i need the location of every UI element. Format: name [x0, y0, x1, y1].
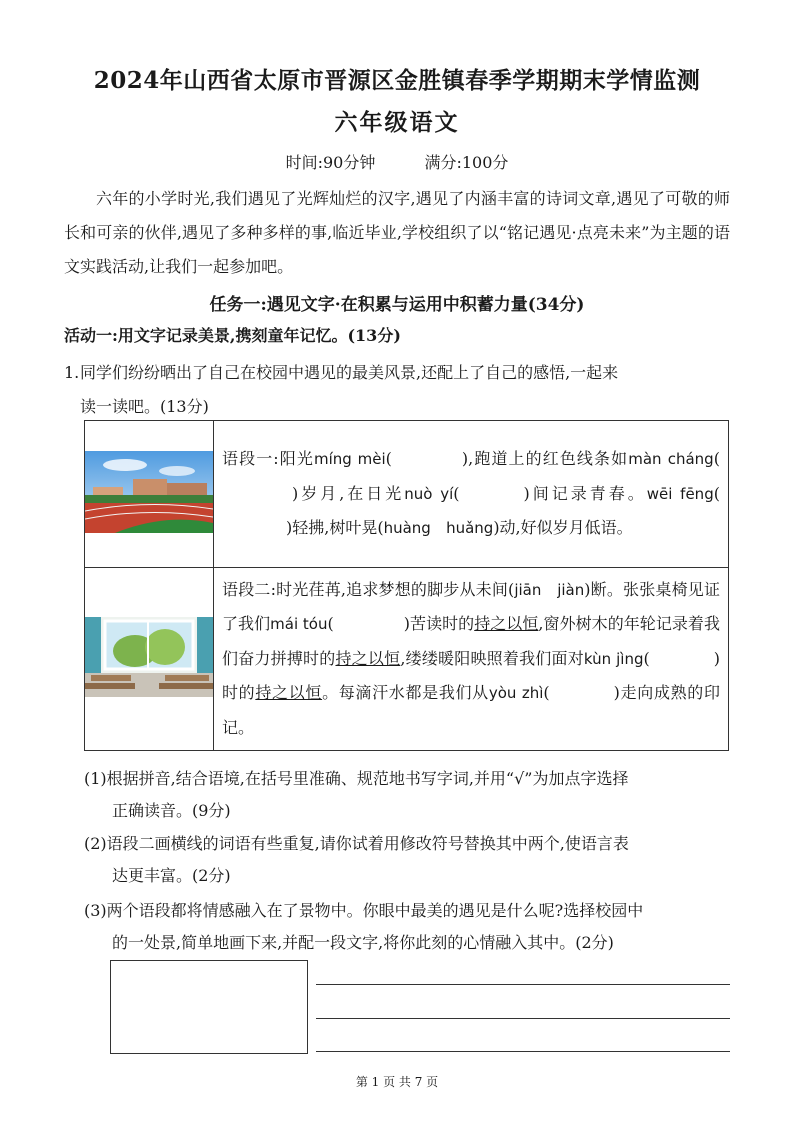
passage-text: )时的 — [222, 648, 720, 703]
passage-text: )动,好似岁月低语。 — [493, 518, 633, 538]
passage-text: )走向成熟的印记。 — [222, 683, 720, 737]
activity-heading: 活动一:用文字记录美景,携刻童年记忆。(13分) — [64, 326, 401, 345]
pinyin-option[interactable]: jiān — [514, 580, 542, 599]
pinyin: mái tóu — [270, 615, 328, 634]
blank-open: ( — [327, 614, 334, 634]
writing-line[interactable] — [316, 1018, 730, 1019]
sub-question-text: 语段二画横线的词语有些重复,请你试着用修改符号替换其中两个,使语言表 — [106, 834, 629, 853]
playground-image-cell — [85, 421, 214, 568]
sub-question-text: 正确读音。(9分) — [112, 801, 231, 820]
pinyin: màn — [628, 450, 662, 469]
sub-question-text: 达更丰富。(2分) — [112, 866, 231, 885]
exam-meta — [0, 150, 794, 173]
drawing-box[interactable] — [110, 960, 308, 1054]
intro-paragraph: 六年的小学时光,我们遇见了光辉灿烂的汉字,遇见了内涵丰富的诗词文章,遇见了可敬的师长和可亲的伙伴,遇见了多种多样的事,临近毕业,学校组织了以“铭记遇见·点亮未来”为主题的语文实践活动,让我们一起参加吧。 — [64, 189, 730, 276]
exam-score: 满分:100分 — [424, 153, 509, 172]
passage-row-1 — [85, 421, 729, 568]
blank-open: ( — [713, 483, 720, 503]
pinyin: kùn jìng — [583, 649, 644, 668]
sub-question-1 — [84, 763, 730, 827]
sub-question-2 — [84, 828, 730, 892]
pinyin: wēi fēng — [646, 484, 714, 503]
sub-question-text: 的一处景,简单地画下来,并配一段文字,将你此刻的心情融入其中。(2分) — [112, 933, 614, 952]
passage-text: 语段二:时光荏苒,追求梦想的脚步从未间( — [222, 579, 515, 599]
sub-question-3 — [84, 895, 730, 959]
sub-question-number: (2) — [84, 834, 107, 853]
writing-line[interactable] — [316, 1051, 730, 1052]
passage-1 — [214, 421, 729, 568]
underlined-phrase: 持之以恒 — [255, 683, 323, 703]
blank-open: ( — [713, 449, 720, 469]
passage-row-2 — [85, 568, 729, 751]
passage-text: )断。张张桌椅见证了我们 — [222, 579, 720, 634]
underlined-phrase: 持之以恒 — [335, 648, 401, 668]
question-1 — [64, 356, 730, 424]
passage-text: )间记录青春。 — [523, 483, 647, 503]
sub-question-text: 根据拼音,结合语境,在括号里准确、规范地书写字词,并用“√”为加点字选择 — [106, 769, 629, 788]
blank-open: ( — [453, 483, 460, 503]
playground-image — [85, 451, 213, 533]
passage-text: ,窗外树木的年轮记录着我们奋力拼搏时的 — [222, 614, 720, 668]
underlined-phrase: 持之以恒 — [474, 614, 539, 634]
exam-subtitle: 六年级语文 — [334, 109, 460, 136]
pinyin-option[interactable]: huàng — [383, 519, 431, 538]
passage-text: )苦读时的 — [403, 614, 475, 634]
exam-title: 2024年山西省太原市晋源区金胜镇春季学期期末学情监测 — [93, 67, 701, 94]
passage-text: )轻拂,树叶晃( — [286, 518, 384, 538]
passage-text: ),跑道上的红色线条如 — [461, 449, 629, 469]
question-text-line1: 同学们纷纷晒出了自己在校园中遇见的最美风景,还配上了自己的感悟,一起来 — [80, 363, 619, 382]
task-heading: 任务一:遇见文字·在积累与运用中积蓄力量(34分) — [209, 295, 585, 315]
pinyin: yòu zhì — [488, 684, 544, 703]
classroom-image — [85, 617, 213, 697]
question-text-line2: 读一读吧。(13分) — [80, 397, 209, 416]
passage-2 — [214, 568, 729, 751]
passage-text: )岁月,在日光 — [292, 483, 405, 503]
classroom-image-cell — [85, 568, 214, 751]
pinyin: cháng — [667, 450, 714, 469]
pinyin-option[interactable]: huǎng — [446, 519, 494, 538]
blank-open: ( — [385, 449, 392, 469]
pinyin: nuò yí — [404, 484, 454, 503]
passage-text: ,缕缕暖阳映照着我们面对 — [400, 648, 584, 668]
exam-time: 时间:90分钟 — [285, 153, 376, 172]
blank-open: ( — [543, 683, 550, 703]
sub-question-text: 两个语段都将情感融入在了景物中。你眼中最美的遇见是什么呢?选择校园中 — [106, 901, 644, 920]
pinyin: míng mèi — [313, 450, 386, 469]
passage-text: 。每滴汗水都是我们从 — [322, 683, 489, 703]
question-number: 1. — [64, 363, 80, 382]
passage-table — [84, 420, 729, 751]
writing-line[interactable] — [316, 984, 730, 985]
sub-question-number: (3) — [84, 901, 107, 920]
page-footer: 第 1 页 共 7 页 — [355, 1075, 439, 1089]
passage-text: 语段一:阳光 — [222, 449, 314, 469]
blank-open: ( — [643, 648, 650, 668]
pinyin-option[interactable]: jiàn — [557, 580, 585, 599]
sub-question-number: (1) — [84, 769, 107, 788]
